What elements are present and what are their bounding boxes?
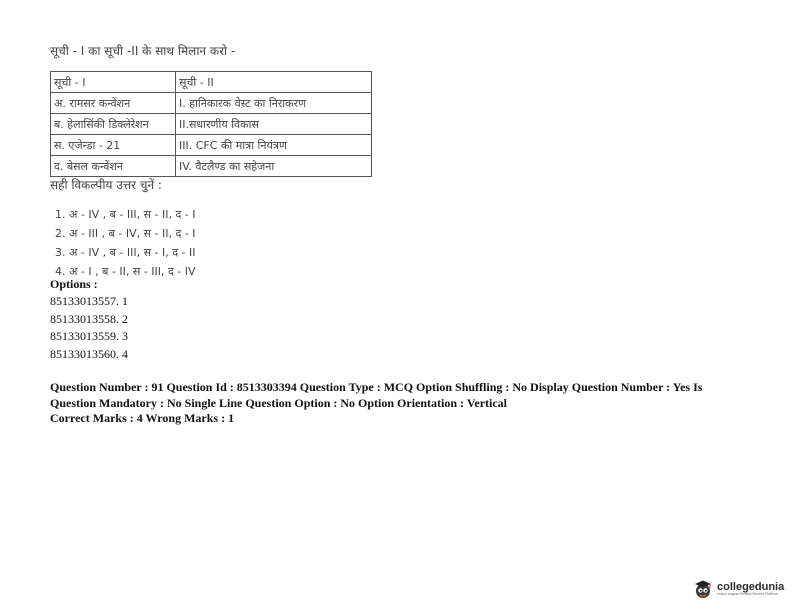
table-cell: II.सधारणीय विकास [176,114,372,135]
table-cell: सूची - II [176,72,372,93]
list-item: 2. अ - III , ब - IV, स - II, द - I [55,227,196,240]
table-cell: सूची - I [51,72,176,93]
question-metadata [50,380,750,427]
table-cell: स. एजेन्डा - 21 [51,135,176,156]
brand-tagline: India's largest Student Review Platform [717,591,778,596]
table-header-row [51,72,372,93]
metadata-line: Question Number : 91 Question Id : 8513303394 Question Type : MCQ Option Shuffling : No Display Question Number : Yes Is [50,380,703,394]
graduate-mascot-icon [692,578,714,600]
table-row [51,93,372,114]
table-row [51,156,372,177]
table-row [51,114,372,135]
table-row [51,135,372,156]
list-item: 1. अ - IV , ब - III, स - II, द - I [55,208,196,221]
list-item: 85133013557. 1 [50,294,128,308]
matching-table [50,71,372,177]
options-heading: Options : [50,277,98,291]
list-item: 85133013560. 4 [50,346,128,361]
table-cell: III. CFC की मात्रा नियंत्रण [176,135,372,156]
instruction-text: सही विकल्पीय उत्तर चुनें : [50,178,162,192]
option-id-list [50,293,128,363]
table-cell: द. बेसल कन्वेंशन [51,156,176,177]
answer-choices [55,205,196,281]
table-cell: IV. वैटलैण्ड का सहेजना [176,156,372,177]
list-item: 85133013559. 3 [50,329,128,343]
table-cell: I. हानिकारक वेस्ट का निराकरण [176,93,372,114]
metadata-line: Correct Marks : 4 Wrong Marks : 1 [50,411,235,425]
list-item: 85133013558. 2 [50,311,128,326]
brand-name: collegedunia [717,580,785,593]
brand-logo [692,578,784,600]
list-item: 3. अ - IV , ब - III, स - I, द - II [55,246,196,259]
table-cell: अ. रामसर कन्वेंशन [51,93,176,114]
question-title: सूची - I का सूची -II के साथ मिलान करो - [50,44,236,58]
metadata-line: Question Mandatory : No Single Line Question Option : No Option Orientation : Vertical [50,395,508,410]
list-item: 4. अ - I , ब - II, स - III, द - IV [55,265,196,278]
table-cell: ब. हेलासिंकी डिक्लेरेशन [51,114,176,135]
